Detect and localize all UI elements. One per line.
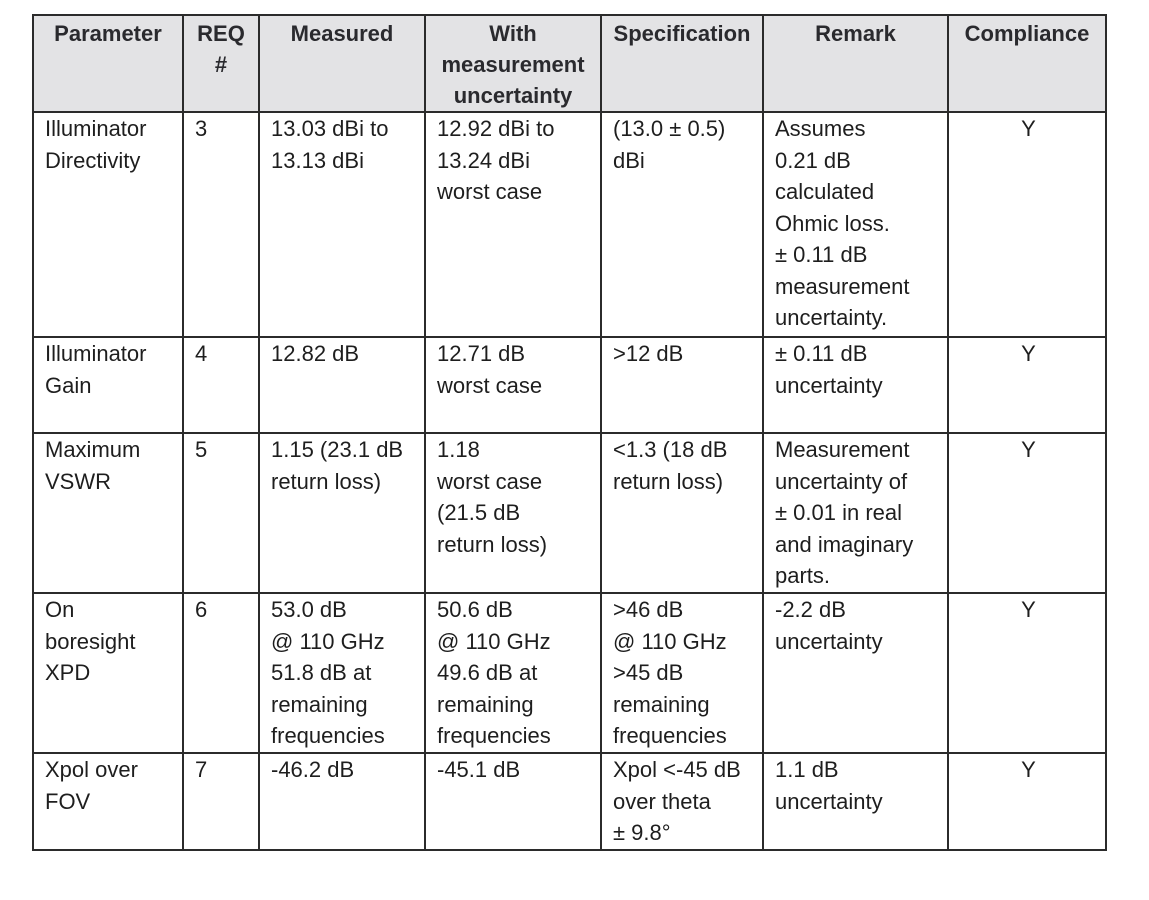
cell-parameter: Illuminator Gain (33, 337, 183, 433)
cell-measured: 1.15 (23.1 dB return loss) (259, 433, 425, 593)
compliance-table-container (32, 14, 1107, 851)
cell-specification: <1.3 (18 dB return loss) (601, 433, 763, 593)
cell-measured: 12.82 dB (259, 337, 425, 433)
cell-req: 3 (183, 112, 259, 337)
header-parameter: Parameter (33, 15, 183, 112)
table-row (33, 433, 1106, 593)
cell-measured: 53.0 dB @ 110 GHz 51.8 dB at remaining frequencies (259, 593, 425, 753)
cell-parameter: Xpol over FOV (33, 753, 183, 850)
cell-with-uncertainty: 50.6 dB @ 110 GHz 49.6 dB at remaining frequencies (425, 593, 601, 753)
cell-remark: Assumes 0.21 dB calculated Ohmic loss. ± 0.11 dB measurement uncertainty. (763, 112, 948, 337)
cell-parameter: On boresight XPD (33, 593, 183, 753)
header-compliance: Compliance (948, 15, 1106, 112)
cell-remark: 1.1 dB uncertainty (763, 753, 948, 850)
table-row (33, 112, 1106, 337)
cell-specification: Xpol <-45 dB over theta ± 9.8° (601, 753, 763, 850)
table-row (33, 753, 1106, 850)
cell-measured: 13.03 dBi to 13.13 dBi (259, 112, 425, 337)
cell-specification: >46 dB @ 110 GHz >45 dB remaining frequencies (601, 593, 763, 753)
compliance-table (32, 14, 1107, 851)
table-row (33, 337, 1106, 433)
cell-with-uncertainty: 1.18 worst case (21.5 dB return loss) (425, 433, 601, 593)
cell-specification: (13.0 ± 0.5) dBi (601, 112, 763, 337)
cell-compliance: Y (948, 593, 1106, 753)
cell-compliance: Y (948, 433, 1106, 593)
header-remark: Remark (763, 15, 948, 112)
cell-parameter: Maximum VSWR (33, 433, 183, 593)
header-row (33, 15, 1106, 112)
cell-with-uncertainty: -45.1 dB (425, 753, 601, 850)
header-with-uncertainty: With measurement uncertainty (425, 15, 601, 112)
table-row (33, 593, 1106, 753)
cell-remark: ± 0.11 dB uncertainty (763, 337, 948, 433)
cell-specification: >12 dB (601, 337, 763, 433)
header-specification: Specification (601, 15, 763, 112)
header-measured: Measured (259, 15, 425, 112)
cell-remark: -2.2 dB uncertainty (763, 593, 948, 753)
cell-compliance: Y (948, 337, 1106, 433)
cell-with-uncertainty: 12.92 dBi to 13.24 dBi worst case (425, 112, 601, 337)
cell-req: 6 (183, 593, 259, 753)
cell-req: 5 (183, 433, 259, 593)
cell-parameter: Illuminator Directivity (33, 112, 183, 337)
cell-remark: Measurement uncertainty of ± 0.01 in real and imaginary parts. (763, 433, 948, 593)
cell-req: 7 (183, 753, 259, 850)
cell-compliance: Y (948, 753, 1106, 850)
cell-req: 4 (183, 337, 259, 433)
cell-measured: -46.2 dB (259, 753, 425, 850)
cell-compliance: Y (948, 112, 1106, 337)
cell-with-uncertainty: 12.71 dB worst case (425, 337, 601, 433)
header-req-number: REQ # (183, 15, 259, 112)
